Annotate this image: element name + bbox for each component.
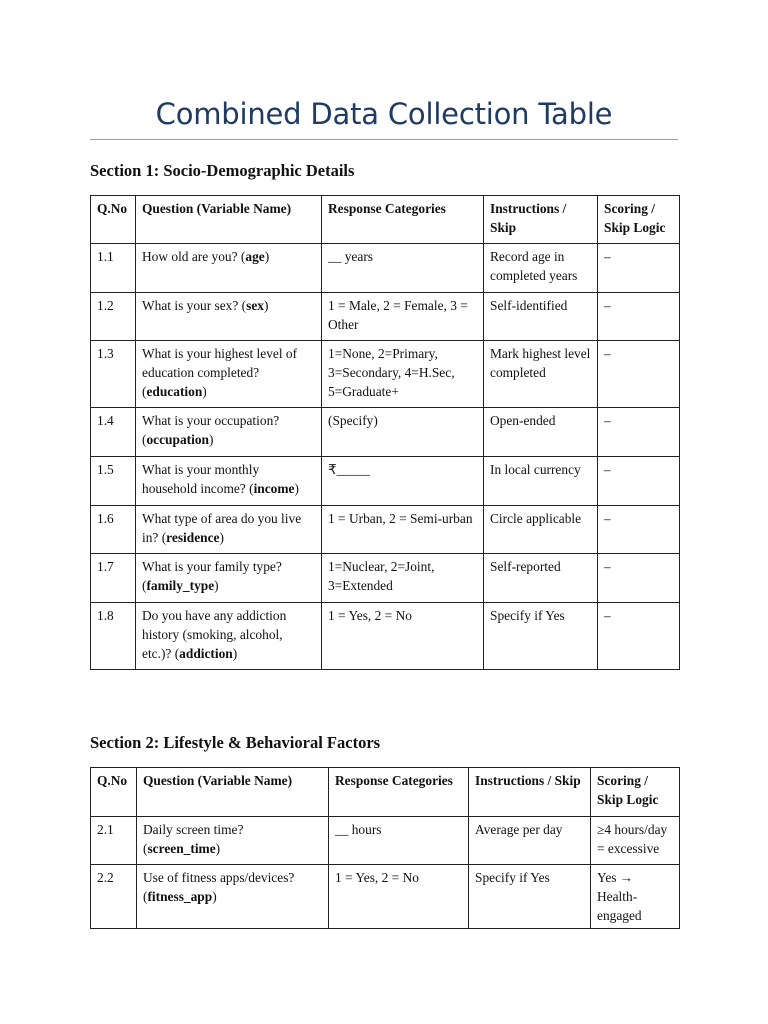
question-close: ) [263,298,269,313]
question-cell [136,457,322,506]
scoring-cell: – [598,408,680,457]
instructions-cell: Average per day [469,817,591,865]
table-row [91,554,680,603]
response-categories-cell: 1=None, 2=Primary, 3=Secondary, 4=H.Sec, 5=Graduate+ [322,341,484,408]
question-text: How old are you? ( [142,249,246,264]
question-close: ) [208,432,214,447]
question-text: What is your sex? ( [142,298,247,313]
instructions-cell: Specify if Yes [469,865,591,929]
question-cell [136,244,322,293]
column-header: Q.No [91,196,136,244]
table-row [91,341,680,408]
response-categories-cell: __ hours [329,817,469,865]
table-row [91,506,680,554]
instructions-cell: Self-identified [484,293,598,341]
title-divider [90,139,678,140]
question-cell [136,341,322,408]
question-number-cell: 2.2 [91,865,137,929]
question-number-cell: 2.1 [91,817,137,865]
instructions-cell: Specify if Yes [484,603,598,670]
table-row [91,817,680,865]
scoring-cell: – [598,603,680,670]
variable-name: age [245,249,265,264]
column-header: Response Categories [322,196,484,244]
question-close: ) [219,530,224,545]
table-row [91,244,680,293]
question-text: What is your occupation? ( [142,413,280,447]
column-header: Response Categories [329,768,469,817]
question-cell [136,506,322,554]
instructions-cell: Open-ended [484,408,598,457]
response-categories-cell: ₹_____ [322,457,484,506]
question-cell [136,293,322,341]
question-close: ) [202,384,207,399]
question-cell [136,408,322,457]
instructions-cell: Self-reported [484,554,598,603]
question-cell [136,603,322,670]
question-close: ) [215,841,221,856]
response-categories-cell: 1 = Yes, 2 = No [329,865,469,929]
table-row [91,865,680,929]
question-text: Do you have any addiction history (smoking, alcohol, etc.)? ( [142,608,287,661]
question-close: ) [232,646,238,661]
variable-name: fitness_app [147,889,213,904]
variable-name: screen_time [147,841,216,856]
instructions-cell: Record age in completed years [484,244,598,293]
question-text: What is your family type? ( [142,559,282,593]
table-row [91,603,680,670]
scoring-cell: – [598,506,680,554]
question-cell [137,865,329,929]
column-header: Instructions / Skip [469,768,591,817]
question-number-cell: 1.3 [91,341,136,408]
question-cell [137,817,329,865]
table-row [91,457,680,506]
instructions-cell: In local currency [484,457,598,506]
question-close: ) [294,481,299,496]
column-header: Scoring / Skip Logic [598,196,680,244]
header-row [91,768,680,817]
column-header: Q.No [91,768,137,817]
variable-name: occupation [146,432,209,447]
variable-name: family_type [146,578,215,593]
response-categories-cell: (Specify) [322,408,484,457]
table-row [91,293,680,341]
question-text: Use of fitness apps/devices? ( [143,870,295,904]
question-number-cell: 1.2 [91,293,136,341]
scoring-cell: – [598,554,680,603]
question-close: ) [264,249,270,264]
scoring-cell: Yes → Health-engaged [591,865,680,929]
question-number-cell: 1.5 [91,457,136,506]
section-2-table-body [91,768,680,929]
variable-name: sex [246,298,264,313]
section-2-table [90,767,680,929]
variable-name: addiction [179,646,233,661]
document-title: Combined Data Collection Table [155,97,613,131]
section-1-table-body [91,196,680,670]
column-header: Question (Variable Name) [137,768,329,817]
scoring-cell: – [598,457,680,506]
question-number-cell: 1.7 [91,554,136,603]
scoring-cell: – [598,293,680,341]
instructions-cell: Mark highest level completed [484,341,598,408]
column-header: Question (Variable Name) [136,196,322,244]
section-1-heading: Section 1: Socio-Demographic Details [90,161,355,180]
response-categories-cell: 1 = Urban, 2 = Semi-urban [322,506,484,554]
variable-name: residence [166,530,220,545]
response-categories-cell: 1 = Yes, 2 = No [322,603,484,670]
question-number-cell: 1.1 [91,244,136,293]
section-2-heading: Section 2: Lifestyle & Behavioral Factors [90,733,381,752]
question-close: ) [214,578,219,593]
question-cell [136,554,322,603]
variable-name: income [253,481,295,496]
question-number-cell: 1.6 [91,506,136,554]
variable-name: education [146,384,203,399]
question-text: What type of area do you live in? ( [142,511,302,545]
question-number-cell: 1.8 [91,603,136,670]
column-header: Instructions / Skip [484,196,598,244]
question-text: Daily screen time? ( [143,822,244,856]
section-1-table [90,195,680,670]
scoring-cell: ≥4 hours/day = excessive [591,817,680,865]
question-number-cell: 1.4 [91,408,136,457]
column-header: Scoring / Skip Logic [591,768,680,817]
question-close: ) [212,889,217,904]
response-categories-cell: 1 = Male, 2 = Female, 3 = Other [322,293,484,341]
question-text: What is your highest level of education completed? ( [142,346,298,399]
scoring-cell: – [598,341,680,408]
scoring-cell: – [598,244,680,293]
response-categories-cell: __ years [322,244,484,293]
header-row [91,196,680,244]
response-categories-cell: 1=Nuclear, 2=Joint, 3=Extended [322,554,484,603]
instructions-cell: Circle applicable [484,506,598,554]
question-text: What is your monthly household income? ( [142,462,260,496]
table-row [91,408,680,457]
